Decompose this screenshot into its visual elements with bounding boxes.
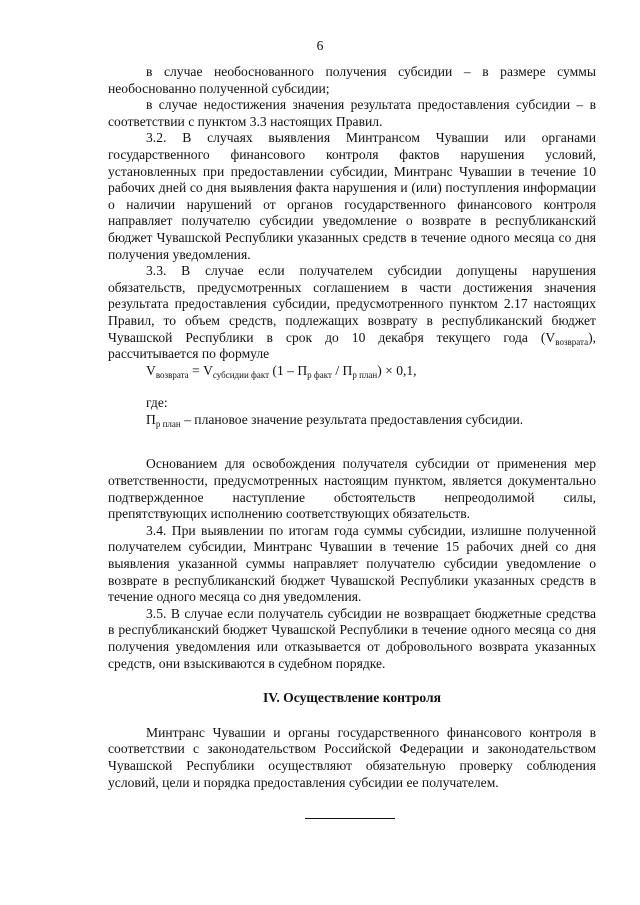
paragraph-3-5: 3.5. В случае если получатель субсидии не возвращает бюджетные средства в республиканский бюджет Чувашской Республики в течение одного месяца со дня получения уведомления или отказывается от добровольного возврата указанных средств, они взыскиваются в судебном порядке. [108, 605, 596, 671]
footer-divider [305, 818, 395, 819]
formula-plan-subscript: р план [352, 369, 378, 380]
refund-formula [108, 363, 596, 380]
paragraph-result-not-achieved: в случае недостижения значения результата предоставления субсидии – в соответствии с пунктом 3.3 настоящих Правил. [108, 97, 596, 129]
formula-equals: = V [188, 362, 213, 378]
paragraph-3-3 [108, 263, 596, 363]
formula-tail: ) × 0,1, [377, 362, 417, 378]
formula-v-subscript: возврата [155, 369, 189, 380]
paragraph-3-3-text-b: ), рассчитывается по формуле [108, 329, 596, 362]
definition-plan-value [108, 412, 596, 429]
paragraph-unjustified-subsidy: в случае необоснованного получения субсидии – в размере суммы необоснованно полученной субсидии; [108, 64, 596, 96]
definition-text: – плановое значение результата предоставления субсидии. [180, 411, 524, 427]
section-heading: IV. Осуществление контроля [263, 690, 441, 706]
formula-v: V [146, 362, 156, 378]
page-number: 6 [316, 38, 324, 53]
definition-symbol: П [146, 411, 156, 427]
definition-subscript: р план [155, 418, 181, 429]
where-label: где: [146, 395, 168, 411]
paragraph-control: Минтранс Чувашии и органы государственного финансового контроля в соответствии с законодательством Российской Федерации и законодательством Чувашской Республики осуществляют обязательную проверку соблюдения условий, цели и порядка предоставления субсидии ее получателем. [108, 724, 596, 790]
paragraph-3-4: 3.4. При выявлении по итогам года суммы субсидии, излишне полученной получателем субсидии, Минтранс Чувашии в течение 15 рабочих дней со дня выявления указанной суммы направляет получателю субсидии уведомление о возврате в республиканский бюджет Чувашской Республики указанных средств в течение одного месяца со дня уведомления. [108, 522, 596, 605]
document-body [108, 64, 596, 791]
paragraph-force-majeure: Основанием для освобождения получателя субсидии от применения мер ответственности, предусмотренных настоящим пунктом, является документально подтвержденное наступление обстоятельств непреодолимой силы, препятствующих исполнению соответствующих обязательств. [108, 456, 596, 522]
paragraph-3-3-text-a: 3.3. В случае если получателем субсидии допущены нарушения обязательств, предусмотренных соглашением в части достижения значения результата предоставления субсидии, предусмотренного пунктом 2.17 настоящих Правил, то объем средств, подлежащих возврату в республиканский бюджет Чувашской Республики в срок до 10 декабря текущего года (V [108, 263, 596, 345]
formula-mid-1: (1 – П [269, 362, 308, 378]
formula-fact-subscript: р факт [307, 369, 332, 380]
formula-mid-2: / П [331, 362, 353, 378]
paragraph-3-3-subscript: возврата [555, 336, 589, 347]
paragraph-3-2: 3.2. В случаях выявления Минтрансом Чувашии или органами государственного финансового контроля фактов нарушения условий, установленных при предоставлении субсидии, Минтранс Чувашии в течение 10 рабочих дней со дня выявления факта нарушения и (или) поступления информации о наличии нарушений от органов государственного финансового контроля направляет получателю субсидии уведомление о возврате в республиканский бюджет Чувашской Республики указанных средств в течение одного месяца со дня получения уведомления. [108, 130, 596, 262]
formula-subsidy-subscript: субсидии факт [212, 369, 270, 380]
